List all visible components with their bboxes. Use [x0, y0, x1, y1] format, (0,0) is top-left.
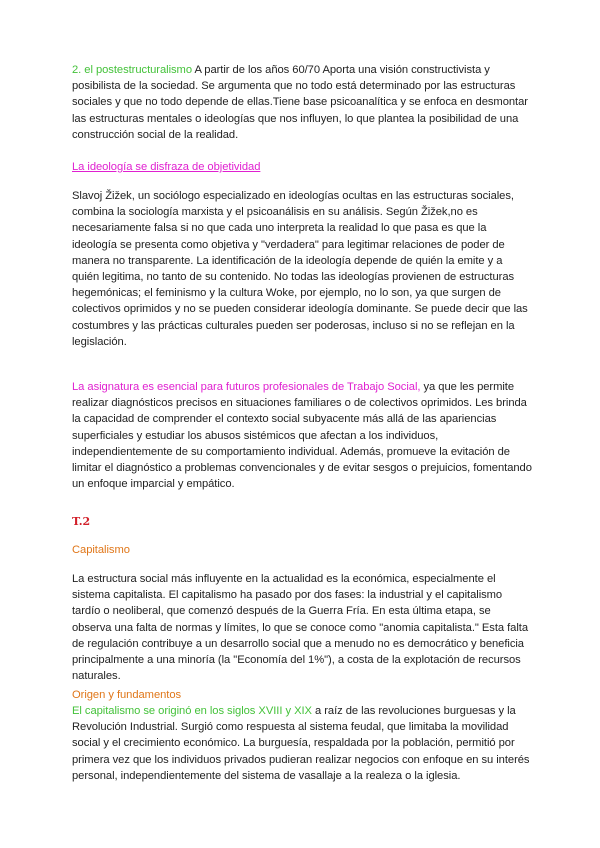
postestructuralismo-body: A partir de los años 60/70 Aporta una visión constructivista y posibilista de la sociedad. Se argumenta que no todo está determinado por las estructuras sociales y que no todo depende de ellas.Tiene base psicoanalítica y se enfoca en desmontar las estructuras mentales o ideologías que nos influyen, lo que plantea la posibilidad de una construcción social de la realidad.	[72, 64, 528, 141]
postestructuralismo-paragraph	[72, 62, 532, 143]
origin-paragraph	[72, 703, 532, 784]
origin-lead: El capitalismo se originó en los siglos XVIII y XIX	[72, 705, 312, 717]
subject-body: ya que les permite realizar diagnósticos precisos en situaciones familiares o de colectivos oprimidos. Les brinda la capacidad de comprender el contexto social subyacente más allá de las apariencias superficiales y estudiar los abusos sistémicos que afectan a los individuos, independientemente de su comportamiento individual. Además, promueve la evitación de limitar el diagnóstico a problemas convencionales y de evitar sesgos o prejuicios, fomentando un enfoque imparcial y empático.	[72, 381, 532, 491]
capitalism-body: La estructura social más influyente en la actualidad es la económica, especialmente el sistema capitalista. El capitalismo ha pasado por dos fases: la industrial y el capitalismo tardío o neoliberal, que comenzó después de la Guerra Fría. En esta última etapa, se observa una falta de normas y límites, lo que se conoce como "anomia capitalista." Esta falta de regulación contribuye a un desarrollo social que a menudo no es democrático y beneficia principalmente a una minoría (la "Economía del 1%"), a costa de la explotación de recursos naturales.	[72, 573, 529, 683]
subject-lead: La asignatura es esencial para futuros profesionales de Trabajo Social,	[72, 381, 421, 393]
capitalism-title: Capitalismo	[72, 544, 130, 556]
origin-body: a raíz de las revoluciones burguesas y la Revolución Industrial. Surgió como respuesta al sistema feudal, que limitaba la movilidad social y el crecimiento económico. La burguesía, respaldada por la población, permitió por primera vez que los individuos privados pudieran realizar negocios con enfoque en su interés personal, independientemente del sistema de vasallaje a la realeza o la iglesia.	[72, 705, 530, 782]
topic-label: T.2	[72, 515, 91, 528]
postestructuralismo-heading: 2. el postestructuralismo	[72, 64, 192, 76]
subject-paragraph	[72, 379, 532, 492]
ideology-body: Slavoj Žižek, un sociólogo especializado en ideologías ocultas en las estructuras sociales, combina la sociología marxista y el psicoanálisis en su análisis. Según Žižek,no es necesariamente falsa si no que cada uno interpreta la realidad lo que pasa es que la ideología se presenta como objetiva y "verdadera" para legitimar relaciones de poder de manera no transparente. La identificación de la ideología depende de quién la emite y a quién legitima, no tanto de su contenido. No todas las ideologías provienen de estructuras hegemónicas; el feminismo y la cultura Woke, por ejemplo, no lo son, ya que surgen de colectivos oprimidos y no se pueden considerar ideología dominante. Se puede decir que las costumbres y las prácticas culturales pueden ser poderosas, incluso si no se reflejan en la legislación.	[72, 190, 528, 348]
origin-title: Origen y fundamentos	[72, 689, 182, 701]
ideology-title: La ideología se disfraza de objetividad	[72, 161, 261, 173]
